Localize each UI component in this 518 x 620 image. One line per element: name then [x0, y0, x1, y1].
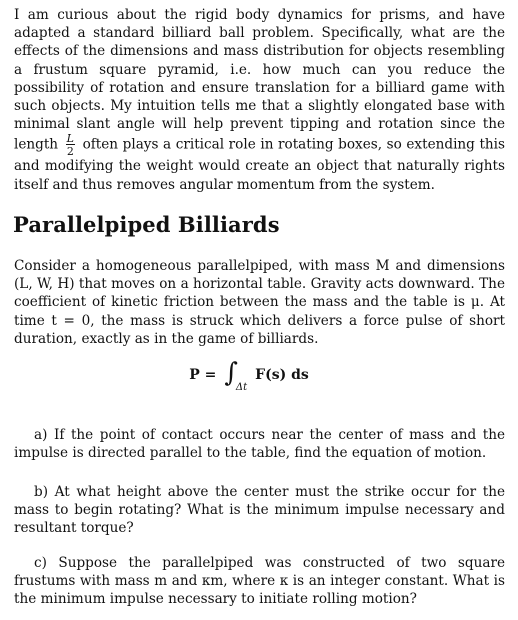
- intro-text-after: often plays a critical role in rotating boxes, so extending this and modifying the weight would create an object that naturally rights itself and thus removes angular momentum from the system.: [14, 136, 506, 193]
- question-b: b) At what height above the center must the strike occur for the mass to begin rotating? What is the minimum impulse necessary and resultant torque?: [14, 484, 505, 537]
- section-heading: Parallelpiped Billiards: [13, 212, 280, 237]
- impulse-equation: [0, 358, 518, 402]
- question-a: a) If the point of contact occurs near the center of mass and the impulse is directed parallel to the table, find the equation of motion.: [14, 427, 505, 462]
- fraction-numerator: L: [66, 132, 74, 146]
- question-c: c) Suppose the parallelpiped was constructed of two square frustums with mass m and κm, where κ is an integer constant. What is the minimum impulse necessary to initiate rolling motion?: [14, 555, 505, 608]
- integral-sign: ∫: [224, 358, 238, 388]
- fraction-L-over-2: [66, 133, 75, 157]
- problem-statement: Consider a homogeneous parallelpiped, with mass M and dimensions (L, W, H) that moves on a horizontal table. Gravity acts downward. The coefficient of kinetic friction between the mass and the table is μ. At time t = 0, the mass is struck which delivers a force pulse of short duration, exactly as in the game of billiards.: [14, 258, 505, 347]
- integral-subscript: Δt: [235, 381, 248, 393]
- fraction-denominator: 2: [66, 145, 74, 159]
- equation-lhs: P =: [189, 367, 217, 383]
- intro-paragraph: [14, 6, 505, 194]
- equation-integrand: F(s) ds: [255, 367, 309, 383]
- intro-text-before: I am curious about the rigid body dynamics for prisms, and have adapted a standard billiard ball problem. Specifically, what are the effects of the dimensions and mass distribution for objects resembling a frustum square pyramid, i.e. how much can you reduce the possibility of rotation and ensure translation for a billiard game with such objects. My intuition tells me that a slightly elongated base with minimal slant angle will help prevent tipping and rotation since the length: [14, 7, 505, 153]
